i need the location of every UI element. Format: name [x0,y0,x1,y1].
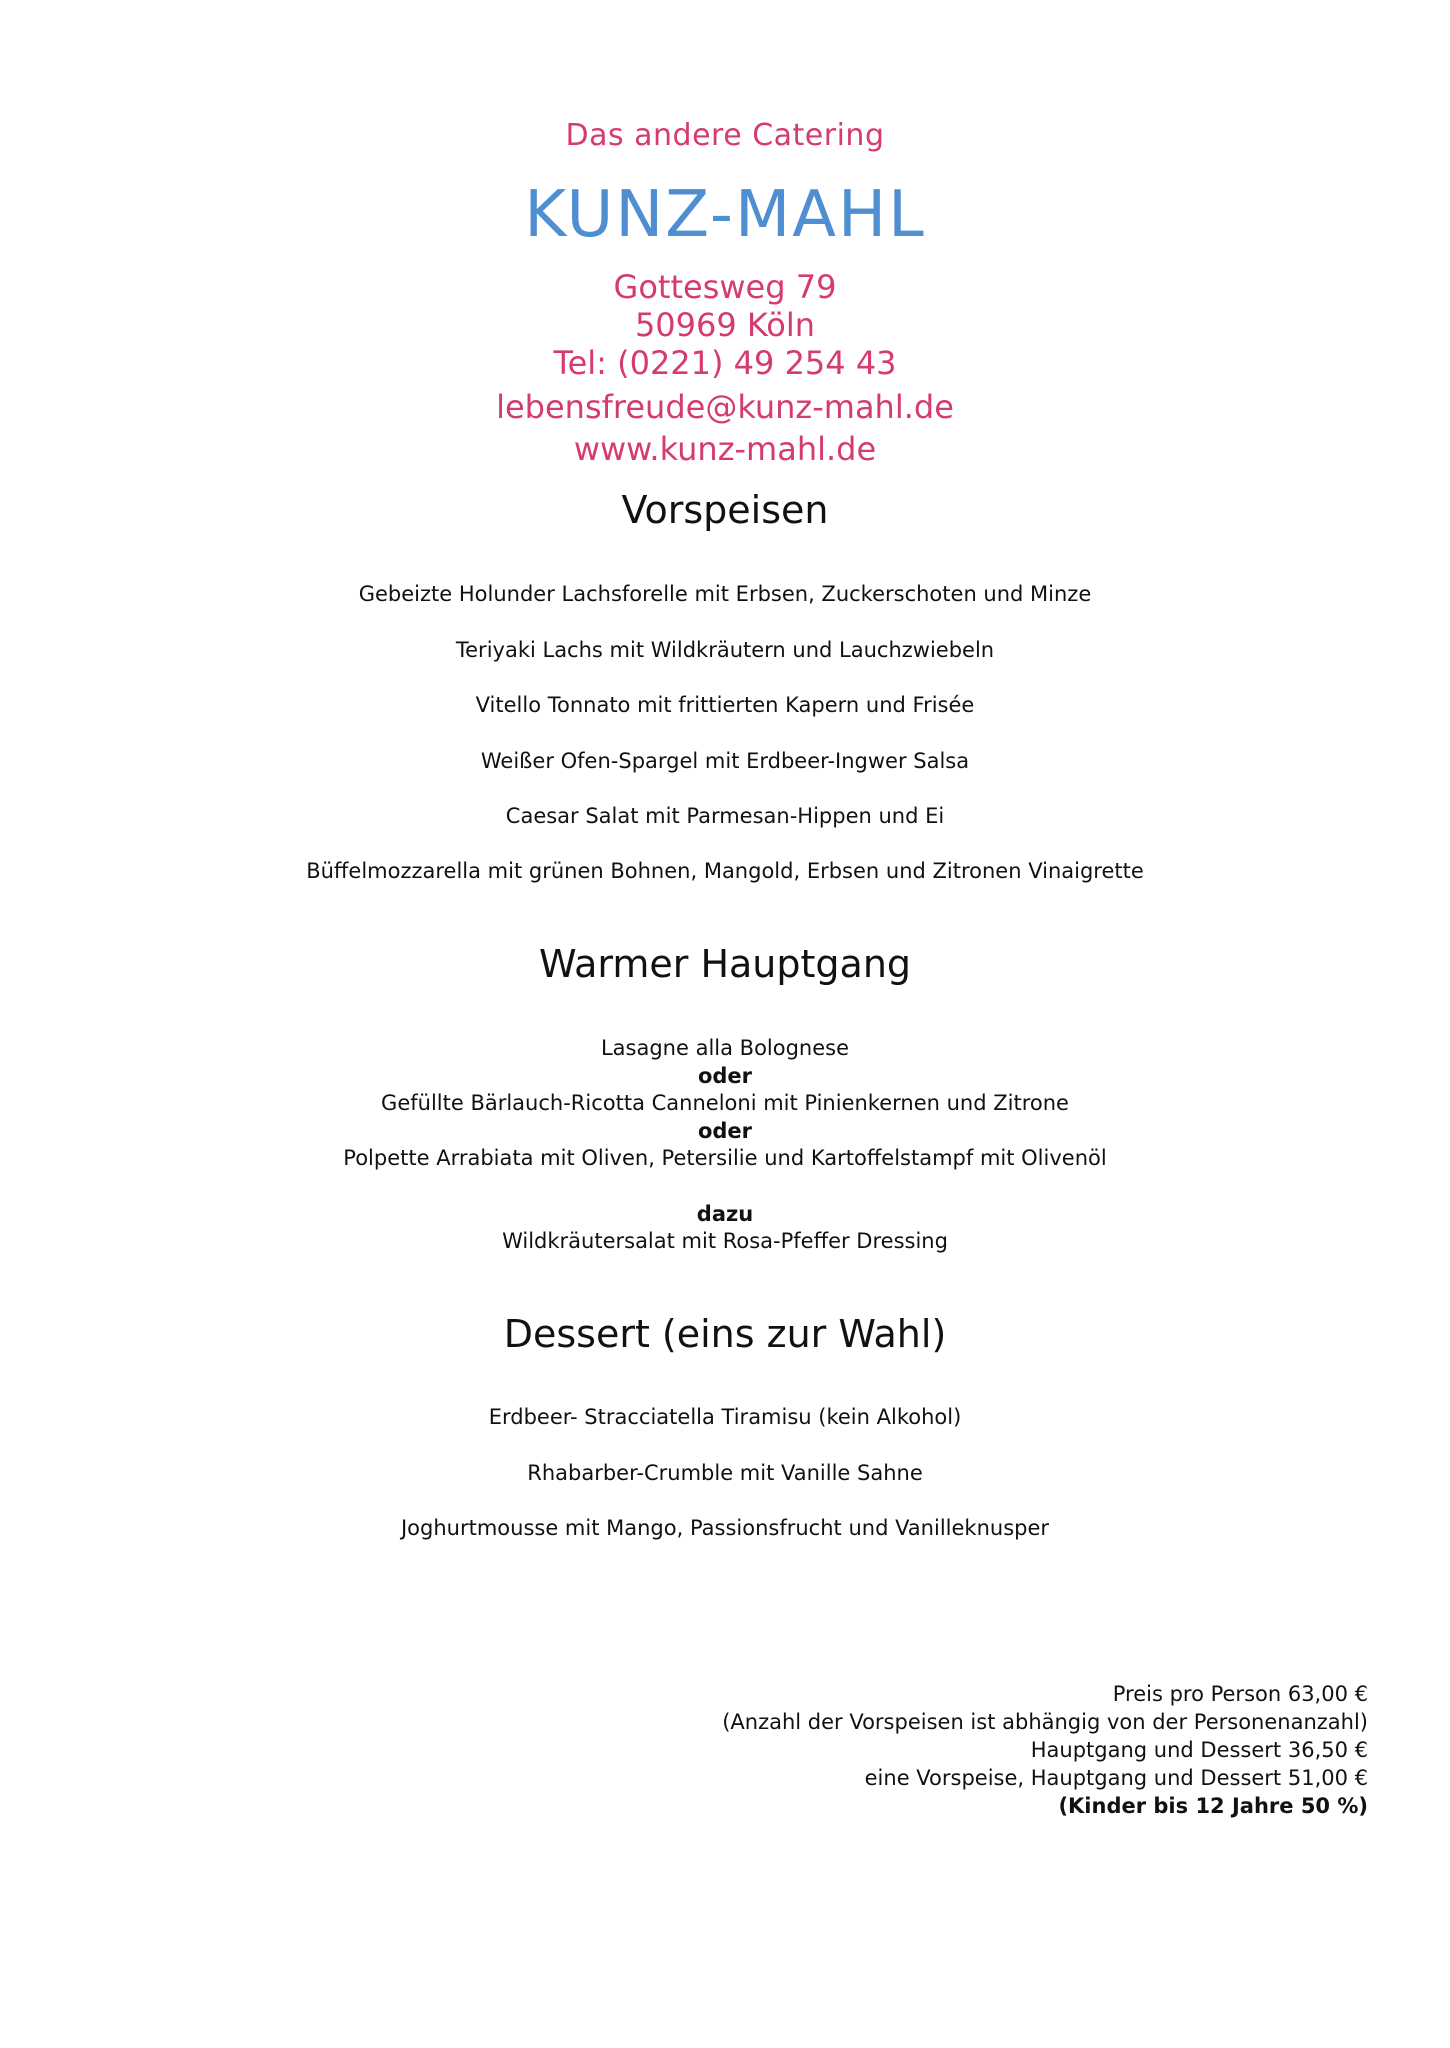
address-street: Gottesweg 79 [613,268,837,306]
starter-item: Vitello Tonnato mit frittierten Kapern und Frisée [475,693,975,717]
dessert-item: Joghurtmousse mit Mango, Passionsfrucht und Vanilleknusper [400,1516,1050,1540]
starter-item: Gebeizte Holunder Lachsforelle mit Erbsen, Zuckerschoten und Minze [358,582,1092,606]
main-option: Polpette Arrabiata mit Oliven, Petersilie und Kartoffelstampf mit Olivenöl [343,1146,1107,1170]
section-title-hauptgang: Warmer Hauptgang [538,942,912,986]
logo [515,170,935,260]
price-main-dessert: Hauptgang und Dessert 36,50 € [1030,1738,1368,1762]
tagline: Das andere Catering [565,118,885,153]
email-link[interactable]: lebensfreude@kunz-mahl.de [496,388,954,426]
price-per-person: Preis pro Person 63,00 € [1112,1682,1368,1706]
dessert-item: Rhabarber-Crumble mit Vanille Sahne [527,1461,923,1485]
starter-item: Büffelmozzarella mit grünen Bohnen, Mangold, Erbsen und Zitronen Vinaigrette [306,859,1144,883]
main-option: Lasagne alla Bolognese [600,1036,850,1060]
price-block [722,1680,1368,1820]
starter-item: Caesar Salat mit Parmesan-Hippen und Ei [505,804,945,828]
or-separator: oder [697,1064,753,1088]
section-title-vorspeisen: Vorspeisen [621,488,829,532]
price-note: (Anzahl der Vorspeisen ist abhängig von der Personenanzahl) [722,1710,1368,1734]
starter-item: Teriyaki Lachs mit Wildkräutern und Lauchzwiebeln [455,638,995,662]
price-starter-main-dessert: eine Vorspeise, Hauptgang und Dessert 51,00 € [864,1766,1368,1790]
main-option: Gefüllte Bärlauch-Ricotta Canneloni mit Pinienkernen und Zitrone [381,1091,1069,1115]
side-label: dazu [696,1202,754,1226]
price-children: (Kinder bis 12 Jahre 50 %) [1058,1794,1368,1818]
or-separator: oder [697,1119,753,1143]
website-link[interactable]: www.kunz-mahl.de [573,430,877,468]
phone-number: Tel: (0221) 49 254 43 [553,344,897,382]
logo-text: KUNZ-MAHL [524,178,926,252]
section-title-dessert: Dessert (eins zur Wahl) [503,1312,947,1356]
address-city: 50969 Köln [634,306,816,344]
dessert-item: Erdbeer- Stracciatella Tiramisu (kein Alkohol) [488,1405,962,1429]
starter-item: Weißer Ofen-Spargel mit Erdbeer-Ingwer Salsa [480,749,970,773]
side-dish: Wildkräutersalat mit Rosa-Pfeffer Dressing [502,1229,948,1253]
